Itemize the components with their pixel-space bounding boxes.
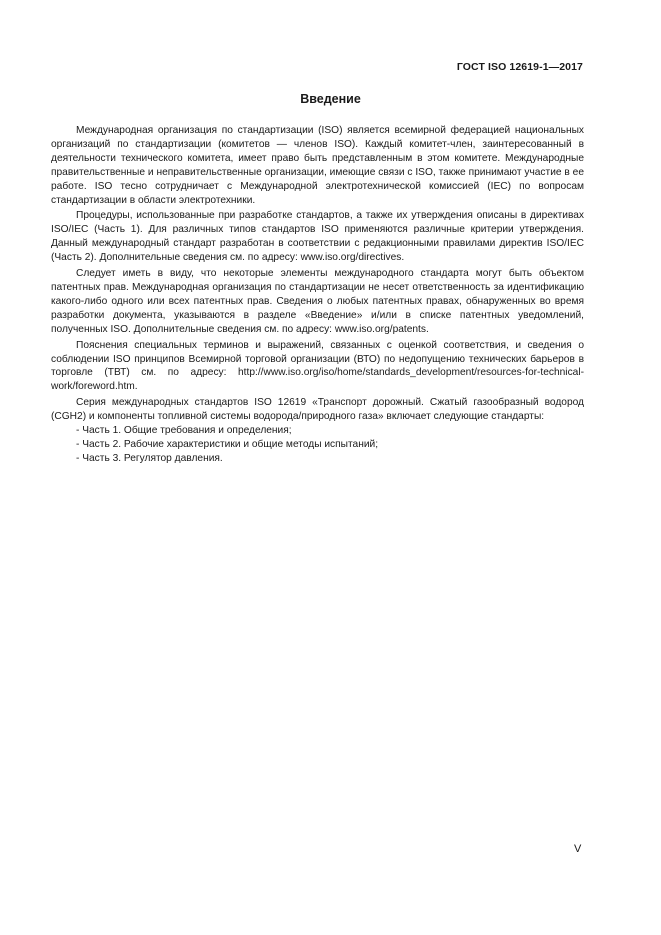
document-code: ГОСТ ISO 12619-1—2017 [456, 61, 583, 73]
paragraph-iso-organization: Международная организация по стандартизации (ISO) является всемирной федерацией национальных организаций по стандартизации (комитетов — членов ISO). Каждый комитет-член, заинтересованный в деятельности технического комитета, имеет право быть представленным в этом комитете. Международные правительственные и неправительственные организации, имеющие связи с ISO, также принимают участие в ее работе. ISO тесно сотрудничает с Международной электротехнической комиссией (IEC) по вопросам стандартизации в области электротехники. [51, 125, 584, 206]
paragraph-terms: Пояснения специальных терминов и выражений, связанных с оценкой соответствия, и сведения о соблюдении ISO принципов Всемирной торговой организации (ВТО) по недопущению технических барьеров в торговле (ТВТ) см. по адресу: http://www.iso.org/iso/home/standards_development/resources-for-technical-work/foreword.htm. [51, 339, 584, 393]
paragraph-procedures: Процедуры, использованные при разработке стандартов, а также их утверждения описаны в директивах ISO/IEC (Часть 1). Для различных типов стандартов ISO применяются различные критерии утверждения. Данный международный стандарт разработан в соответствии с редакционными правилами директив ISO/IEC (Часть 2). Дополнительные сведения см. по адресу: www.iso.org/directives. [51, 210, 584, 264]
paragraph-patents: Следует иметь в виду, что некоторые элементы международного стандарта могут быть объектом патентных прав. Международная организация по стандартизации не несет ответственность за идентификацию какого-либо одного или всех патентных прав. Сведения о любых патентных правах, обнаруженных во время разработки документа, указываются в разделе «Введение» и/или в списке патентных уведомлений, полученных ISO. Дополнительные сведения см. по адресу: www.iso.org/patents. [51, 268, 584, 335]
parts-list [51, 424, 584, 466]
list-item: - Часть 3. Регулятор давления. [76, 452, 223, 464]
page-number: V [574, 843, 582, 855]
list-item: - Часть 2. Рабочие характеристики и общие методы испытаний; [76, 438, 379, 450]
section-title: Введение [300, 92, 361, 106]
list-item: - Часть 1. Общие требования и определения; [76, 425, 292, 437]
introduction-body [51, 124, 584, 466]
paragraph-series: Серия международных стандартов ISO 12619 «Транспорт дорожный. Сжатый газообразный водород (CGH2) и компоненты топливной системы водорода/природного газа» включает следующие стандарты: [51, 397, 584, 423]
